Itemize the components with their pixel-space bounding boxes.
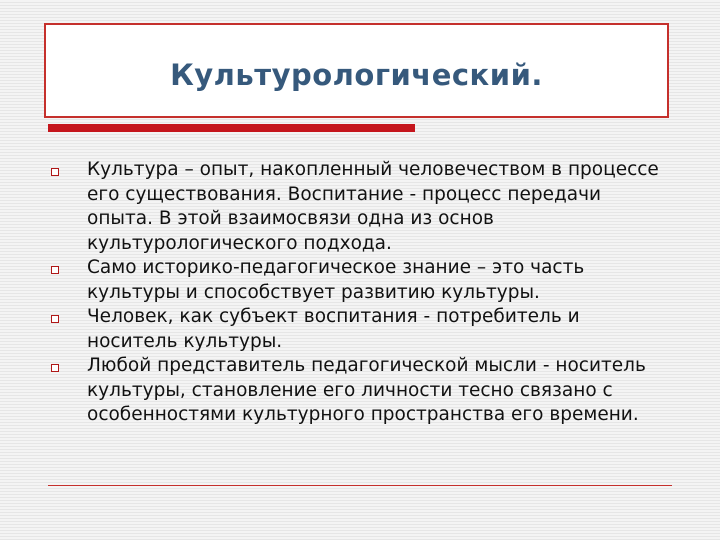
square-bullet-icon xyxy=(51,364,59,372)
bullet-list xyxy=(48,158,668,428)
bullet-text: Культура – опыт, накопленный человечеством в процессе его существования. Воспитание - процесс передачи опыта. В этой взаимосвязи одна из основ культурологического подхода. xyxy=(87,159,659,254)
bullet-item xyxy=(48,354,668,428)
bullet-text: Любой представитель педагогической мысли - носитель культуры, становление его личности тесно связано с особенностями культурного пространства его времени. xyxy=(87,355,646,425)
bullet-item xyxy=(48,305,668,354)
square-bullet-icon xyxy=(51,315,59,323)
square-bullet-icon xyxy=(51,168,59,176)
bullet-item xyxy=(48,158,668,256)
slide-title-box xyxy=(44,23,669,118)
bullet-item xyxy=(48,256,668,305)
bullet-text: Само историко-педагогическое знание – это часть культуры и способствует развитию культуры. xyxy=(87,257,585,303)
title-accent-bar xyxy=(48,124,415,132)
square-bullet-icon xyxy=(51,266,59,274)
bottom-divider xyxy=(48,485,672,486)
slide-title: Культурологический. xyxy=(170,58,543,92)
bullet-text: Человек, как субъект воспитания - потребитель и носитель культуры. xyxy=(87,306,580,352)
